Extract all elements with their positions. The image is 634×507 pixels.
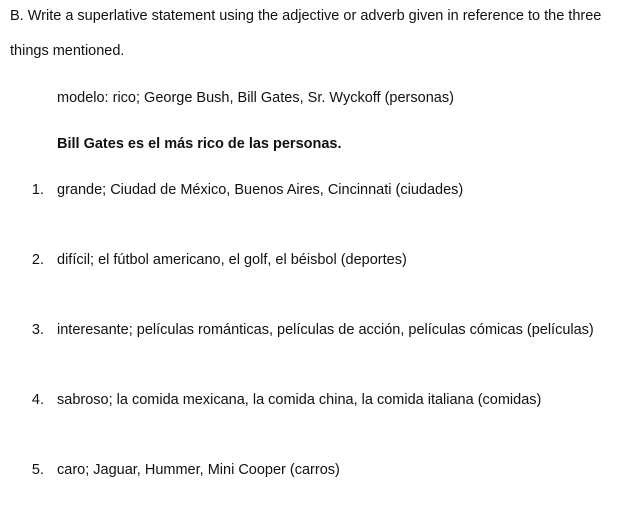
list-item <box>0 252 634 272</box>
item-number: 3. <box>31 322 44 338</box>
item-text: sabroso; la comida mexicana, la comida china, la comida italiana (comidas) <box>57 392 542 408</box>
instructions-line-1: B. Write a superlative statement using the adjective or adverb given in reference to the three <box>10 8 602 24</box>
item-text: grande; Ciudad de México, Buenos Aires, Cincinnati (ciudades) <box>57 182 464 198</box>
item-number: 4. <box>31 392 44 408</box>
instructions-line-2: things mentioned. <box>10 43 125 59</box>
example-answer: Bill Gates es el más rico de las personas. <box>57 136 342 152</box>
list-item <box>0 182 634 202</box>
item-text: difícil; el fútbol americano, el golf, el béisbol (deportes) <box>57 252 407 268</box>
item-text: interesante; películas románticas, películas de acción, películas cómicas (películas) <box>57 322 594 338</box>
list-item <box>0 392 634 412</box>
item-number: 2. <box>31 252 44 268</box>
item-text: caro; Jaguar, Hummer, Mini Cooper (carros) <box>57 462 340 478</box>
list-item <box>0 322 634 342</box>
example-prompt: modelo: rico; George Bush, Bill Gates, Sr. Wyckoff (personas) <box>57 90 454 106</box>
item-number: 5. <box>31 462 44 478</box>
list-item <box>0 462 634 482</box>
item-number: 1. <box>31 182 44 198</box>
